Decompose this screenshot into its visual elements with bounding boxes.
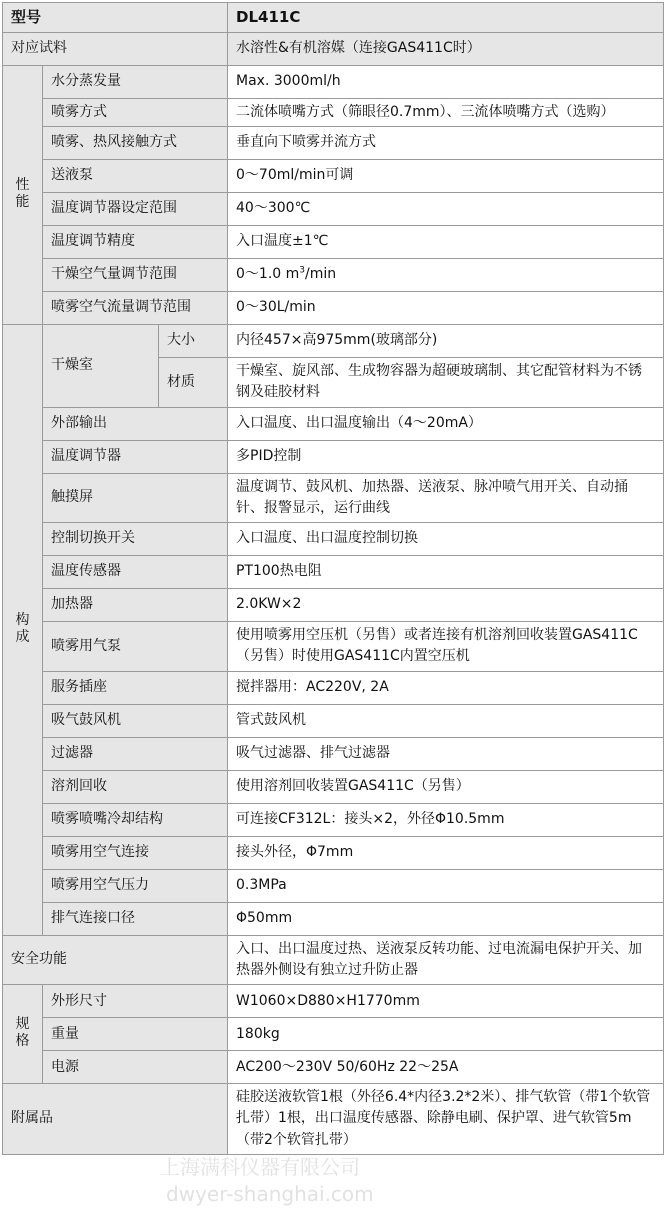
safety-value: 入口、出口温度过热、送液泵反转功能、过电流漏电保护开关、加热器外侧设有独立过升防止器 (228, 935, 664, 985)
drying-chamber-label: 干燥室 (43, 325, 159, 408)
row-label: 溶剂回收 (43, 770, 228, 803)
row-label: 电源 (43, 1051, 228, 1084)
structure-row (3, 440, 664, 473)
row-label: 服务插座 (43, 671, 228, 704)
structure-row (3, 704, 664, 737)
structure-row (3, 325, 664, 358)
watermark (160, 1154, 374, 1208)
row-value: 吸气过滤器、排气过滤器 (228, 737, 664, 770)
structure-row (3, 556, 664, 589)
row-value: Max. 3000ml/h (228, 65, 664, 98)
row-label: 喷雾方式 (43, 98, 228, 126)
model-label: 型号 (3, 3, 228, 33)
sample-row (3, 32, 664, 65)
model-value: DL411C (228, 3, 664, 33)
row-label: 温度传感器 (43, 556, 228, 589)
structure-row (3, 523, 664, 556)
spec-row (3, 1051, 664, 1084)
performance-row (3, 127, 664, 160)
performance-row (3, 193, 664, 226)
row-label: 控制切换开关 (43, 523, 228, 556)
row-label: 吸气鼓风机 (43, 704, 228, 737)
watermark-line2: dwyer-shanghai.com (166, 1182, 374, 1206)
row-value: 二流体喷嘴方式（筛眼径0.7mm）、三流体喷嘴方式（选购） (228, 98, 664, 126)
spec-sheet (2, 2, 663, 1155)
row-label: 过滤器 (43, 737, 228, 770)
row-label: 排气连接口径 (43, 902, 228, 935)
structure-row (3, 902, 664, 935)
performance-row (3, 259, 664, 292)
row-label: 送液泵 (43, 160, 228, 193)
row-value: 搅拌器用：AC220V, 2A (228, 671, 664, 704)
structure-row (3, 803, 664, 836)
row-value: 入口温度±1℃ (228, 226, 664, 259)
row-label: 喷雾用空气压力 (43, 869, 228, 902)
row-label: 外部输出 (43, 407, 228, 440)
row-value: 管式鼓风机 (228, 704, 664, 737)
row-label: 喷雾空气流量调节范围 (43, 292, 228, 325)
performance-row (3, 65, 664, 98)
structure-row (3, 770, 664, 803)
row-value: 使用溶剂回收装置GAS411C（另售） (228, 770, 664, 803)
spec-table (2, 2, 664, 1155)
row-value: PT100热电阻 (228, 556, 664, 589)
material-label: 材质 (159, 358, 228, 408)
row-label: 水分蒸发量 (43, 65, 228, 98)
row-label: 温度调节器 (43, 440, 228, 473)
row-label: 喷雾用气泵 (43, 622, 228, 672)
accessories-label: 附属品 (3, 1084, 228, 1155)
watermark-line1: 上海满科仪器有限公司 (160, 1155, 360, 1179)
row-label: 温度调节器设定范围 (43, 193, 228, 226)
model-row (3, 3, 664, 33)
structure-row (3, 671, 664, 704)
performance-row (3, 226, 664, 259)
size-label: 大小 (159, 325, 228, 358)
row-value: 接头外径，Φ7mm (228, 836, 664, 869)
row-label: 温度调节精度 (43, 226, 228, 259)
row-value: 40～300℃ (228, 193, 664, 226)
row-label: 外形尺寸 (43, 985, 228, 1018)
row-value: 0～30L/min (228, 292, 664, 325)
performance-row (3, 160, 664, 193)
spec-group-label: 规格 (3, 985, 43, 1084)
structure-row (3, 869, 664, 902)
row-value: W1060×D880×H1770mm (228, 985, 664, 1018)
safety-row (3, 935, 664, 985)
performance-group-label: 性能 (3, 65, 43, 324)
row-label: 干燥空气量调节范围 (43, 259, 228, 292)
structure-row (3, 407, 664, 440)
row-value: Φ50mm (228, 902, 664, 935)
accessories-value: 硅胶送液软管1根（外径6.4*内径3.2*2米）、排气软管（带1个软管扎带）1根，出口温度传感器、除静电刷、保护罩、进气软管5m（带2个软管扎带） (228, 1084, 664, 1155)
structure-group-label: 构成 (3, 325, 43, 936)
row-value: 入口温度、出口温度控制切换 (228, 523, 664, 556)
size-value: 内径457×高975mm(玻璃部分) (228, 325, 664, 358)
row-label: 加热器 (43, 589, 228, 622)
performance-row (3, 292, 664, 325)
row-label: 触摸屏 (43, 473, 228, 523)
spec-row (3, 985, 664, 1018)
spec-row (3, 1018, 664, 1051)
row-value: 0～1.0 $m^3/\min$ (228, 259, 664, 292)
safety-label: 安全功能 (3, 935, 228, 985)
row-label: 重量 (43, 1018, 228, 1051)
row-value: AC200～230V 50/60Hz 22～25A (228, 1051, 664, 1084)
structure-row (3, 836, 664, 869)
row-value: 180kg (228, 1018, 664, 1051)
sample-label: 对应试料 (3, 32, 228, 65)
row-value: 使用喷雾用空压机（另售）或者连接有机溶剂回收装置GAS411C（另售）时使用GAS411C内置空压机 (228, 622, 664, 672)
structure-row (3, 737, 664, 770)
row-label: 喷雾喷嘴冷却结构 (43, 803, 228, 836)
row-label: 喷雾用空气连接 (43, 836, 228, 869)
structure-row (3, 473, 664, 523)
row-value: 2.0KW×2 (228, 589, 664, 622)
material-value: 干燥室、旋风部、生成物容器为超硬玻璃制、其它配管材料为不锈钢及硅胶材料 (228, 358, 664, 408)
row-value: 0.3MPa (228, 869, 664, 902)
structure-row (3, 622, 664, 672)
sample-value: 水溶性&有机溶媒（连接GAS411C时） (228, 32, 664, 65)
row-value: 0～70ml/min可调 (228, 160, 664, 193)
row-label: 喷雾、热风接触方式 (43, 127, 228, 160)
row-value: 垂直向下喷雾并流方式 (228, 127, 664, 160)
row-value: 多PID控制 (228, 440, 664, 473)
structure-row (3, 589, 664, 622)
row-value: 入口温度、出口温度输出（4～20mA） (228, 407, 664, 440)
row-value: 温度调节、鼓风机、加热器、送液泵、脉冲喷气用开关、自动捅针、报警显示，运行曲线 (228, 473, 664, 523)
accessories-row (3, 1084, 664, 1155)
row-value: 可连接CF312L：接头×2，外径Φ10.5mm (228, 803, 664, 836)
performance-row (3, 98, 664, 126)
